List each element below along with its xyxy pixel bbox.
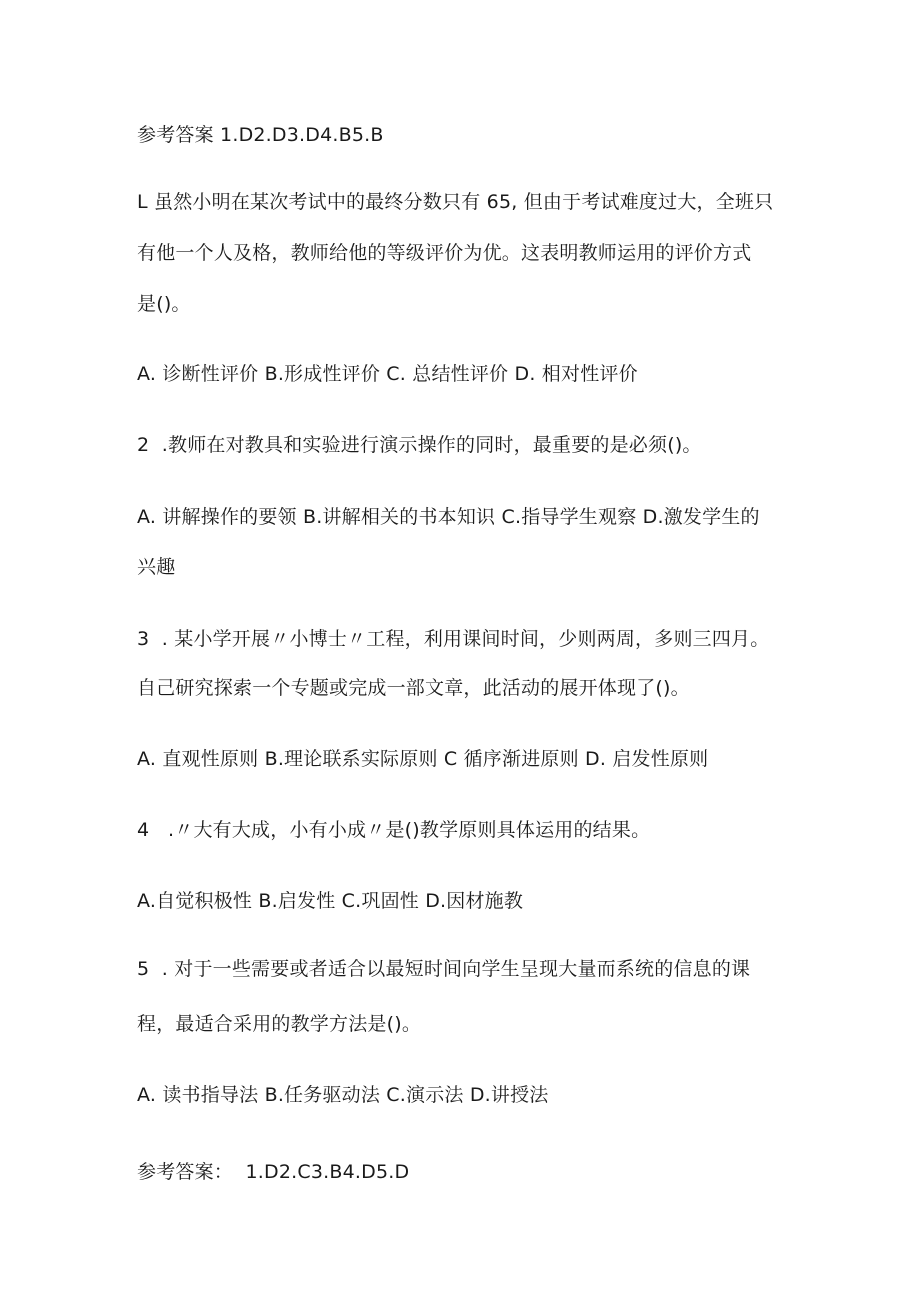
question-5-line-1: 5 . 对于一些需要或者适合以最短时间向学生呈现大量而系统的信息的课 (137, 958, 751, 980)
question-1-line-2: 有他一个人及格，教师给他的等级评价为优。这表明教师运用的评价方式 (137, 242, 752, 264)
answer-key-bottom: 参考答案： 1.D2.C3.B4.D5.D (137, 1161, 410, 1183)
question-3-options: A. 直观性原则 B.理论联系实际原则 C 循序渐进原则 D. 启发性原则 (137, 748, 709, 770)
question-5-options: A. 读书指导法 B.任务驱动法 C.演示法 D.讲授法 (137, 1084, 549, 1106)
answer-key-top: 参考答案 1.D2.D3.D4.B5.B (137, 124, 384, 146)
question-3-line-1: 3 . 某小学开展〃小博士〃工程，利用课间时间，少则两周，多则三四月。 (137, 628, 770, 650)
question-2-line-1: 2 .教师在对教具和实验进行演示操作的同时，最重要的是必须()。 (137, 434, 702, 456)
question-1-options: A. 诊断性评价 B.形成性评价 C. 总结性评价 D. 相对性评价 (137, 363, 638, 385)
question-4-options: A.自觉积极性 B.启发性 C.巩固性 D.因材施教 (137, 890, 524, 912)
question-3-line-2: 自己研究探索一个专题或完成一部文章，此活动的展开体现了()。 (137, 677, 690, 699)
question-1-line-1: L 虽然小明在某次考试中的最终分数只有 65, 但由于考试难度过大，全班只 (137, 191, 774, 213)
question-4-line-1: 4 .〃大有大成，小有小成〃是()教学原则具体运用的结果。 (137, 819, 651, 841)
question-2-options-line-1: A. 讲解操作的要领 B.讲解相关的书本知识 C.指导学生观察 D.激发学生的 (137, 506, 760, 528)
question-1-line-3: 是()。 (137, 293, 191, 315)
question-5-line-2: 程，最适合采用的教学方法是()。 (137, 1013, 422, 1035)
question-2-options-line-2: 兴趣 (137, 556, 176, 578)
